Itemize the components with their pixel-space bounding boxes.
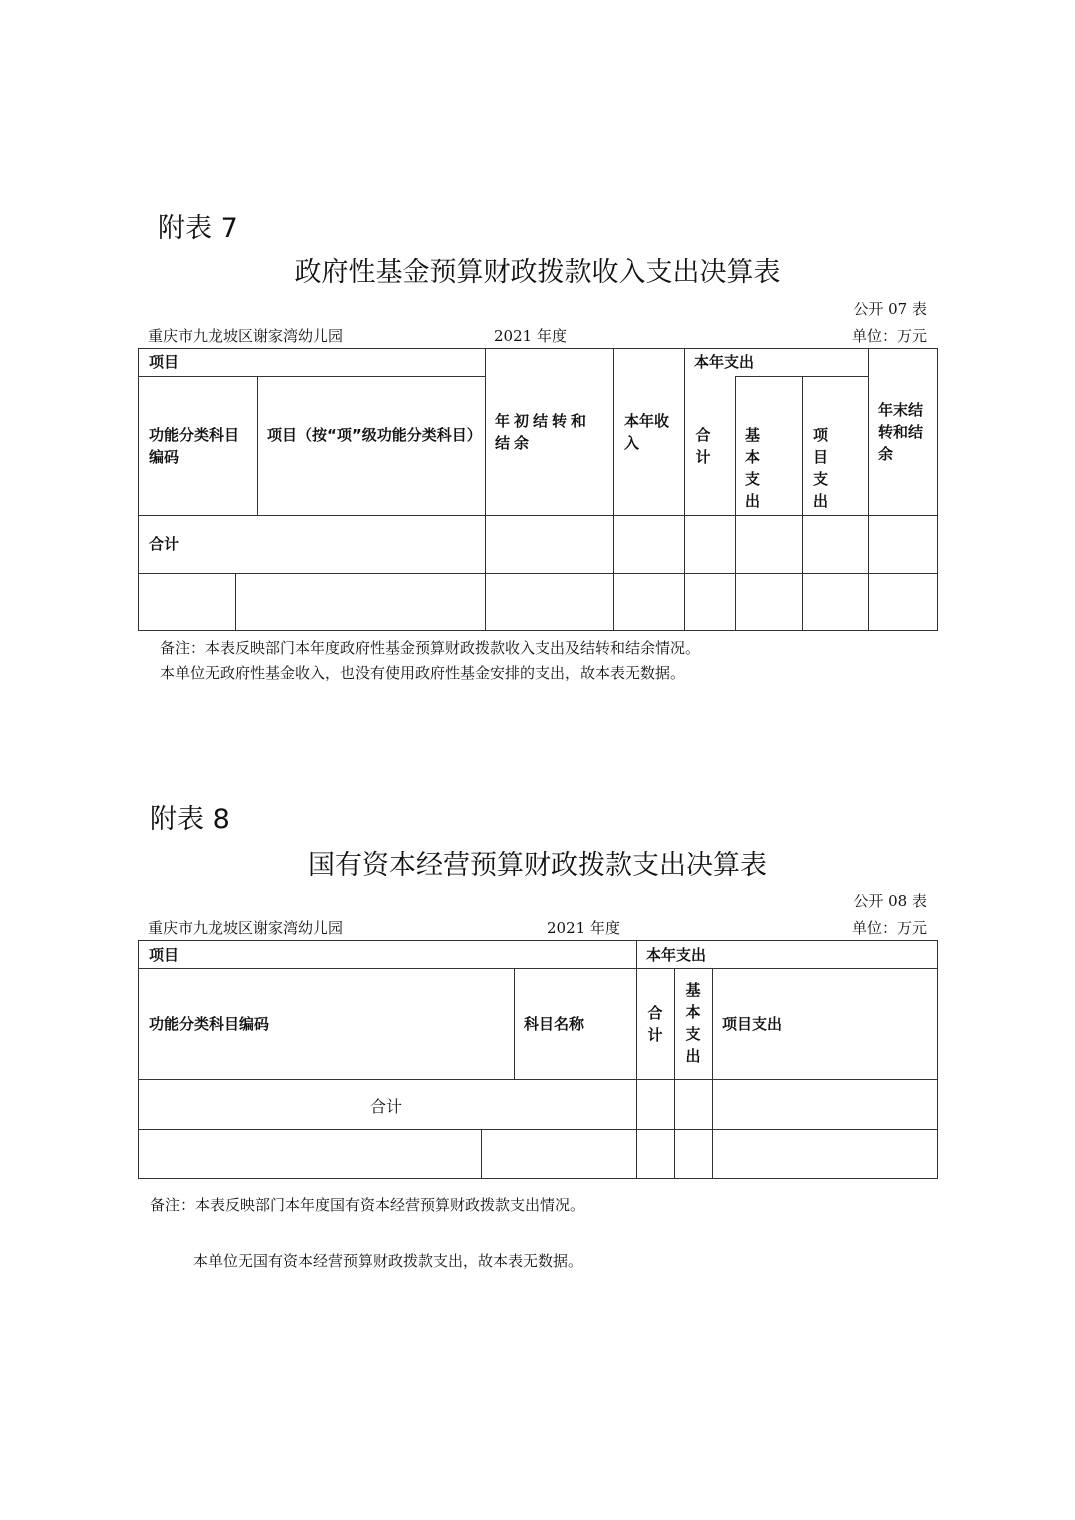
table8-code: 公开 08 表 <box>853 892 927 910</box>
table8-year: 2021 年度 <box>547 919 620 937</box>
grid-line <box>514 968 515 1079</box>
header-project: 项目 <box>149 946 180 964</box>
grid-line <box>257 376 258 515</box>
appendix-8-label: 附表 8 <box>150 804 230 835</box>
grid-line <box>674 968 675 1179</box>
header-proj-exp: 项目支出 <box>722 1015 783 1033</box>
header-project: 项目 <box>149 353 180 371</box>
table7-no-data-note: 本单位无政府性基金收入，也没有使用政府性基金安排的支出，故本表无数据。 <box>160 664 686 682</box>
grid-line <box>235 573 236 630</box>
header-func-code: 功能分类科目编码 <box>149 1015 270 1033</box>
grid-line <box>138 940 139 1179</box>
header-carry-begin: 年初结转和结余 <box>495 412 591 452</box>
grid-line <box>138 1129 938 1130</box>
table7-unit-name: 重庆市九龙坡区谢家湾幼儿园 <box>148 327 344 345</box>
grid-line <box>138 348 139 631</box>
grid-line <box>712 968 713 1179</box>
grid-line <box>138 573 938 574</box>
header-total: 合计 <box>695 426 711 466</box>
table8-title: 国有资本经营预算财政拨款支出决算表 <box>308 850 767 881</box>
grid-line <box>613 348 614 631</box>
total-row-label: 合计 <box>370 1097 403 1116</box>
header-project-by-class: 项目（按“项”级功能分类科目） <box>267 426 482 444</box>
table8-unit-name: 重庆市九龙坡区谢家湾幼儿园 <box>148 919 344 937</box>
grid-line <box>138 968 938 969</box>
grid-line <box>937 940 938 1179</box>
grid-line <box>481 1129 482 1178</box>
grid-line <box>138 515 938 516</box>
table7-year: 2021 年度 <box>494 327 567 345</box>
header-basic: 基本支出 <box>745 426 774 510</box>
table8-no-data-note: 本单位无国有资本经营预算财政拨款支出，故本表无数据。 <box>193 1252 584 1270</box>
grid-line <box>138 940 938 941</box>
table7-title: 政府性基金预算财政拨款收入支出决算表 <box>294 257 781 288</box>
header-func-code: 功能分类科目编码 <box>149 426 240 466</box>
header-carry-end: 年末结转和结余 <box>878 401 924 463</box>
table7-code: 公开 07 表 <box>853 300 927 318</box>
header-basic: 基本支出 <box>685 981 701 1065</box>
grid-line <box>735 376 736 631</box>
grid-line <box>485 348 486 631</box>
grid-line <box>802 376 803 631</box>
header-expense: 本年支出 <box>646 946 707 964</box>
table8-unit: 单位：万元 <box>851 919 927 937</box>
header-proj-exp: 项目支出 <box>813 426 842 510</box>
table7-unit: 单位：万元 <box>851 327 927 345</box>
grid-line <box>138 376 485 377</box>
header-expense: 本年支出 <box>694 353 755 371</box>
grid-line <box>138 630 938 631</box>
header-subject-name: 科目名称 <box>524 1015 585 1033</box>
total-row-label: 合计 <box>149 535 180 553</box>
appendix-7-label: 附表 7 <box>158 213 238 244</box>
grid-line <box>937 348 938 631</box>
table7-note: 备注：本表反映部门本年度政府性基金预算财政拨款收入支出及结转和结余情况。 <box>160 639 701 657</box>
grid-line <box>138 1178 938 1179</box>
grid-line <box>868 348 869 631</box>
grid-line <box>138 1079 938 1080</box>
grid-line <box>138 348 938 349</box>
grid-line <box>636 940 637 1179</box>
table8-note: 备注：本表反映部门本年度国有资本经营预算财政拨款支出情况。 <box>150 1196 586 1214</box>
header-income: 本年收入 <box>624 412 670 452</box>
grid-line <box>684 348 685 631</box>
header-total: 合计 <box>647 1004 663 1044</box>
